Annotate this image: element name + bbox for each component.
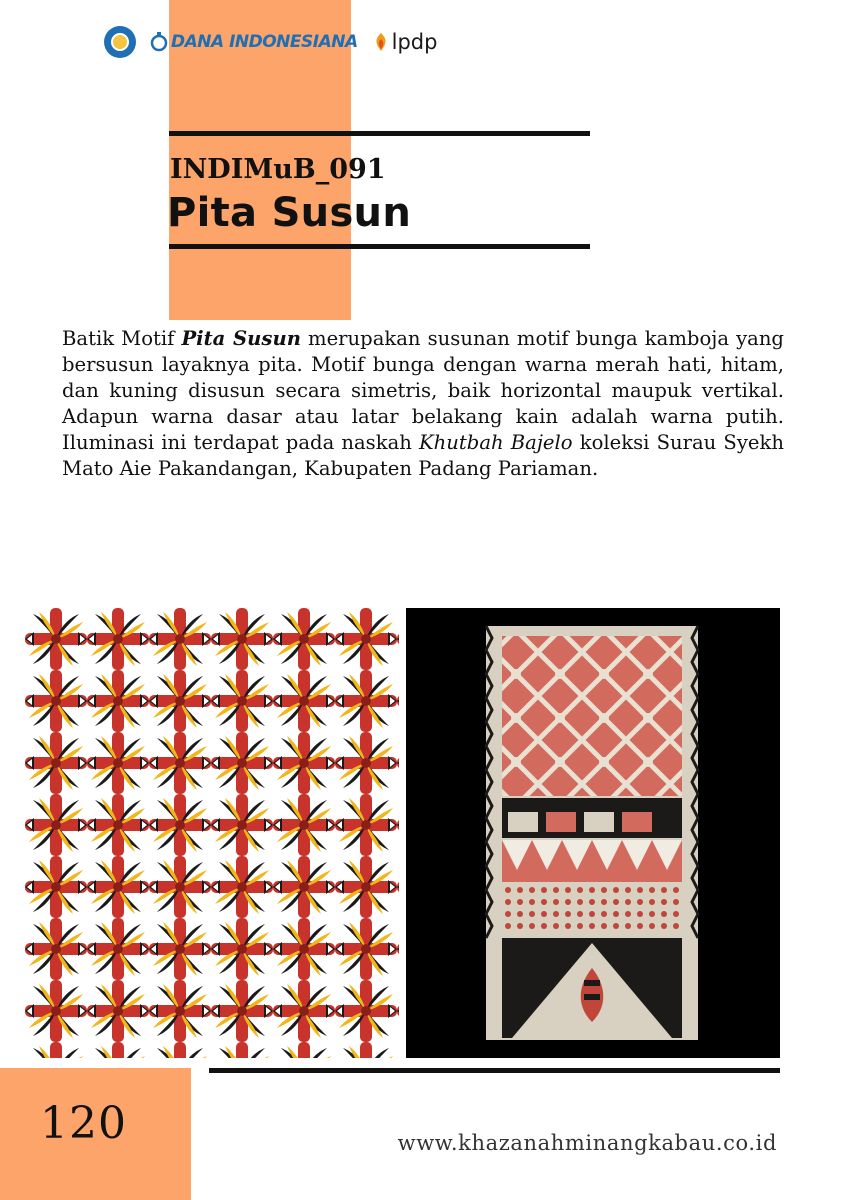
batik-pattern-svg [25,608,399,1058]
lpdp-flame-icon [372,31,390,53]
footer-rule [209,1068,780,1073]
manuscript-photo [406,608,780,1058]
kemdikbud-logo-icon [104,26,136,58]
batik-pattern-image [25,608,399,1058]
lpdp-logo [372,30,438,54]
description-end: koleksi Surau Syekh Mato Aie Pakandangan, Kabupaten Padang Pariaman. [62,431,785,480]
dana-indonesiana-logo [150,32,358,52]
description-body: merupakan susunan motif bunga kamboja yang bersusun layaknya pita. Motif bunga dengan warna merah hati, hitam, dan kuning disusun secara simetris, baik horizontal maupuk vertikal. Adapun warna dasar atau latar belakang kain adalah warna putih. Iluminasi ini terdapat pada naskah [62,327,784,454]
dana-indonesiana-icon [150,32,168,52]
description-paragraph [62,326,784,482]
manuscript-name: Khutbah Bajelo [419,431,573,454]
page-title: Pita Susun [167,190,412,236]
website-url: www.khazanahminangkabau.co.id [397,1131,777,1155]
entry-code: INDIMuB_091 [170,154,386,185]
description-intro: Batik Motif [62,327,182,350]
motif-name: Pita Susun [181,327,301,350]
title-top-rule [169,131,590,136]
lpdp-text: lpdp [391,30,438,54]
page-number: 120 [40,1098,127,1149]
manuscript-illumination-svg [406,608,780,1058]
dana-indonesiana-text: DANA INDONESIANA [171,32,358,52]
title-bottom-rule [169,244,590,249]
sponsor-logos [104,22,437,62]
